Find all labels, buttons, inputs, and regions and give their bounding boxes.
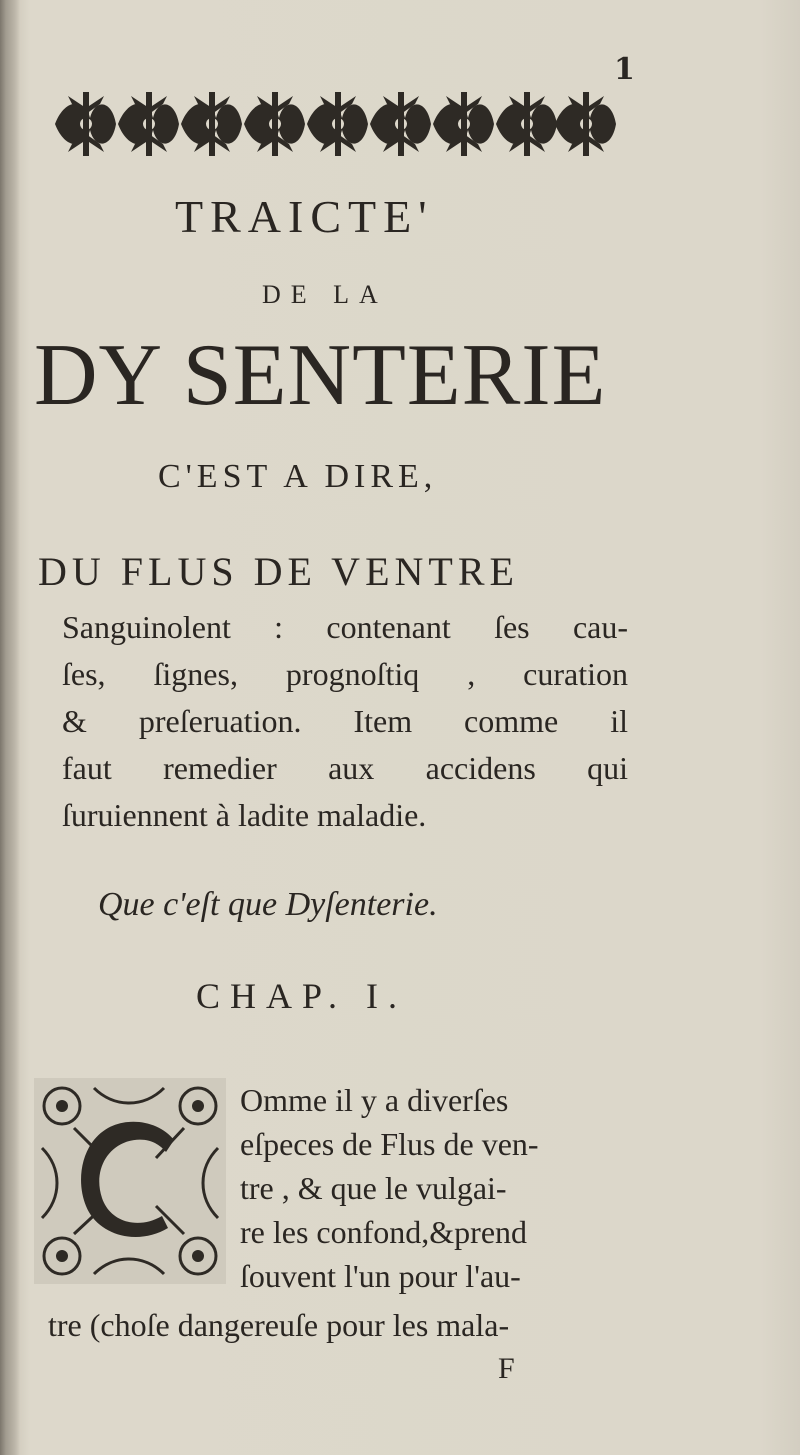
description-line: & preſeruation. Item comme il — [62, 703, 628, 739]
body-line: re les confond,&prend — [240, 1214, 528, 1250]
title-line-cest-a-dire: C'EST A DIRE, — [158, 458, 438, 495]
book-binding-edge — [0, 0, 20, 1455]
section-subheading: Que c'eſt que Dyſenterie. — [98, 886, 438, 923]
chapter-body-text — [240, 1078, 632, 1298]
title-line-de-la: DE LA — [262, 280, 388, 309]
description-line: ſuruiennent à ladite maladie. — [62, 797, 427, 833]
body-line: Omme il y a diverſes — [240, 1082, 509, 1118]
chapter-heading: CHAP. I. — [196, 976, 408, 1016]
signature-mark: F — [498, 1352, 515, 1385]
decorated-initial-letter-c-icon — [34, 1078, 226, 1284]
description-line: faut remedier aux accidens qui — [62, 750, 628, 786]
body-line: tre , & que le vulgai- — [240, 1170, 507, 1206]
title-line-flus-de-ventre: DU FLUS DE VENTRE — [38, 549, 519, 594]
title-description — [62, 604, 628, 839]
decorative-headpiece-ornament — [50, 88, 620, 160]
body-line: eſpeces de Flus de ven- — [240, 1126, 539, 1162]
page-number: 1 — [614, 52, 635, 87]
description-line: Sanguinolent : contenant ſes cau- — [62, 609, 628, 645]
description-line: ſes, ſignes, prognoſtiq , curation — [62, 656, 628, 692]
title-line-traicte: TRAICTE' — [175, 191, 434, 242]
body-line-continued: tre (choſe dangereuſe pour les mala- — [48, 1307, 510, 1343]
title-line-dysenterie: DY SENTERIE — [34, 327, 607, 424]
body-line: ſouvent l'un pour l'au- — [240, 1258, 521, 1294]
